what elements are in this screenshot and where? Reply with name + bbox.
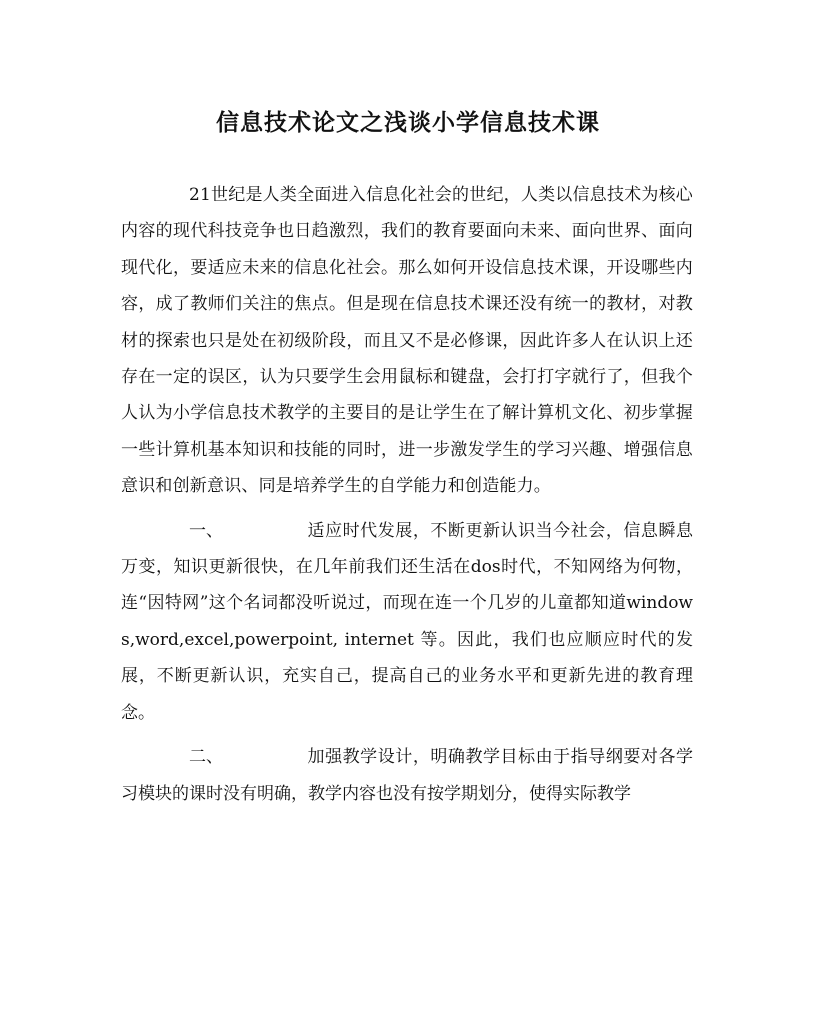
intro-paragraph: 21世纪是人类全面进入信息化社会的世纪，人类以信息技术为核心内容的现代科技竞争也日趋激烈，我们的教育要面向未来、面向世界、面向现代化，要适应未来的信息化社会。那么如何开设信息技术课，开设哪些内容，成了教师们关注的焦点。但是现在信息技术课还没有统一的教材，对教材的探索也只是处在初级阶段，而且又不是必修课，因此许多人在认识上还存在一定的误区，认为只要学生会用鼠标和键盘，会打打字就行了，但我个人认为小学信息技术教学的主要目的是让学生在了解计算机文化、初步掌握一些计算机基本知识和技能的同时，进一步激发学生的学习兴趣、增强信息意识和创新意识、同是培养学生的自学能力和创造能力。	[121, 185, 693, 497]
section-one	[121, 513, 693, 731]
section-one-number: 一、	[189, 520, 223, 541]
document-body	[121, 177, 693, 812]
section-one-text: 适应时代发展，不断更新认识当今社会，信息瞬息万变，知识更新很快，在几年前我们还生活在dos时代，不知网络为何物，连“因特网”这个名词都没听说过，而现在连一个几岁的儿童都知道windows,word,excel,powerpoint, internet 等。因此，我们也应顺应时代的发展，不断更新认识，充实自己，提高自己的业务水平和更新先进的教育理念。	[121, 520, 693, 723]
section-two-number: 二、	[189, 747, 223, 768]
document-title: 信息技术论文之浅谈小学信息技术课	[216, 109, 600, 136]
paragraph-spacer	[121, 505, 693, 513]
section-two-text: 加强教学设计，明确教学目标由于指导纲要对各学习模块的课时没有明确，教学内容也没有按学期划分，使得实际教学	[121, 747, 693, 804]
section-two	[121, 739, 693, 812]
paragraph-spacer	[121, 731, 693, 739]
